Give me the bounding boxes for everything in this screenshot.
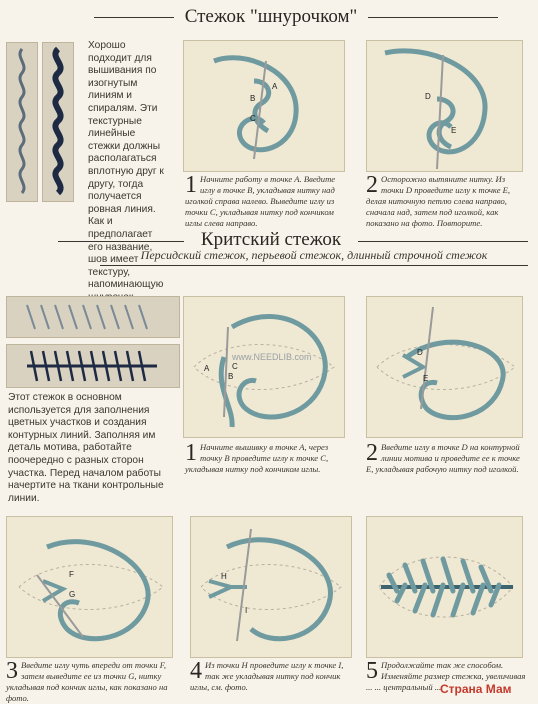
step-illustration <box>184 297 344 437</box>
step-illustration <box>184 41 344 171</box>
step-text: Из точки H проведите иглу к точке I, так же укладывая нитку под кончик иглы, см. фото. <box>190 660 344 692</box>
stitch-sample-graphic <box>7 345 179 387</box>
step-text: Начните работу в точке А. Введите иглу в точке В, укладывая нитку над иголкой справа налево. Выведите иглу из точки С, укладывая нитку под кончиком иглы слева направо. <box>185 174 336 228</box>
step-number: 3 <box>6 658 18 684</box>
step-illustration <box>367 517 522 657</box>
step-panel-lace-1 <box>183 40 345 172</box>
point-label: H <box>221 572 227 581</box>
step-caption-cretan-3 <box>6 660 174 704</box>
title-rule-right <box>358 241 528 242</box>
point-label: D <box>425 92 431 101</box>
step-text: Введите иглу в точке D на контурной линии мотива и проведите ее к точке E, укладывая рабочую нитку под иголкой. <box>366 442 520 474</box>
step-text: Начните вышивку в точке А, через точку В проведите иглу к точке С, укладывая нитку под кончиком иглы. <box>185 442 329 474</box>
point-label: A <box>204 364 210 373</box>
step-number: 5 <box>366 658 378 684</box>
section-title-lace-stitch: Стежок "шнурочком" <box>184 6 358 27</box>
step-illustration <box>367 41 522 171</box>
step-number: 1 <box>185 172 197 198</box>
title-rule-left <box>94 17 174 18</box>
point-label: G <box>69 590 76 599</box>
title-rule-right <box>368 17 498 18</box>
point-label: E <box>451 126 457 135</box>
section-title-cretan-stitch: Критский стежок <box>200 229 342 250</box>
stitch-sample-graphic <box>43 43 73 201</box>
step-caption-cretan-4 <box>190 660 355 693</box>
step-panel-cretan-4 <box>190 516 352 658</box>
step-number: 1 <box>185 440 197 466</box>
step-illustration <box>191 517 351 657</box>
step-panel-lace-2 <box>366 40 523 172</box>
sample-photo-cretan-1 <box>6 296 180 338</box>
point-label: D <box>417 348 423 357</box>
point-label: I <box>245 606 248 615</box>
stitch-sample-graphic <box>7 43 37 201</box>
section2-subtitle: Персидский стежок, перьевой стежок, длинный строчной стежок <box>140 248 488 262</box>
step-number: 2 <box>366 440 378 466</box>
step-panel-cretan-2 <box>366 296 523 438</box>
step-panel-cretan-1 <box>183 296 345 438</box>
brand-watermark: Страна Мам <box>440 682 512 696</box>
step-panel-cretan-3 <box>6 516 173 658</box>
sample-photo-cretan-2 <box>6 344 180 388</box>
point-label: A <box>272 82 278 91</box>
step-text: Продолжайте так же способом. Изменяйте размер стежка, увеличивая ... ... центральный ... <box>366 660 526 692</box>
stitch-sample-graphic <box>7 297 179 337</box>
site-watermark: www.NEEDLIB.com <box>232 352 312 362</box>
step-text: Введите иглу чуть впереди от точки F, затем выведите ее из точки G, нитку укладывая под кончик иглы, как показано на фото. <box>6 660 168 703</box>
point-label: B <box>250 94 256 103</box>
step-illustration <box>367 297 522 437</box>
step-text: Осторожно вытяните нитку. Из точки D проведите иглу к точке E, делая ниточную петлю слева направо, сначала над, затем под иголкой, как показано на фото. Повторите. <box>366 174 511 228</box>
step-panel-cretan-5 <box>366 516 523 658</box>
step-caption-cretan-1 <box>185 442 350 475</box>
point-label: C <box>232 362 238 371</box>
step-caption-cretan-2 <box>366 442 526 475</box>
step-number: 4 <box>190 658 202 684</box>
sample-photo-lace-stitch-2 <box>42 42 74 202</box>
point-label: F <box>69 570 74 579</box>
step-number: 2 <box>366 172 378 198</box>
point-label: C <box>250 114 256 123</box>
section1-description: Хорошо подходит для вышивания по изогнутым линиям и спиралям. Эти текстурные линейные стежки должны располагаться вплотную друг к другу, тогда получается ровная линия. Как и предполагает его название, шов имеет текстуру, напоминающую <box>88 40 164 291</box>
section2-description: Этот стежок в основном используется для заполнения цветных участков и создания контурных линий. Заполняя им деталь мотива, работайте поочередно с разных сторон участка. Перед началом работы начертите на ткани контрольные линии. <box>8 392 164 504</box>
point-label: E <box>423 374 429 383</box>
sample-photo-lace-stitch-1 <box>6 42 38 202</box>
subtitle-rule <box>100 265 528 266</box>
point-label: B <box>228 372 234 381</box>
step-caption-lace-2 <box>366 174 526 229</box>
step-illustration <box>7 517 172 657</box>
step-caption-lace-1 <box>185 174 350 229</box>
title-rule-left <box>58 241 184 242</box>
